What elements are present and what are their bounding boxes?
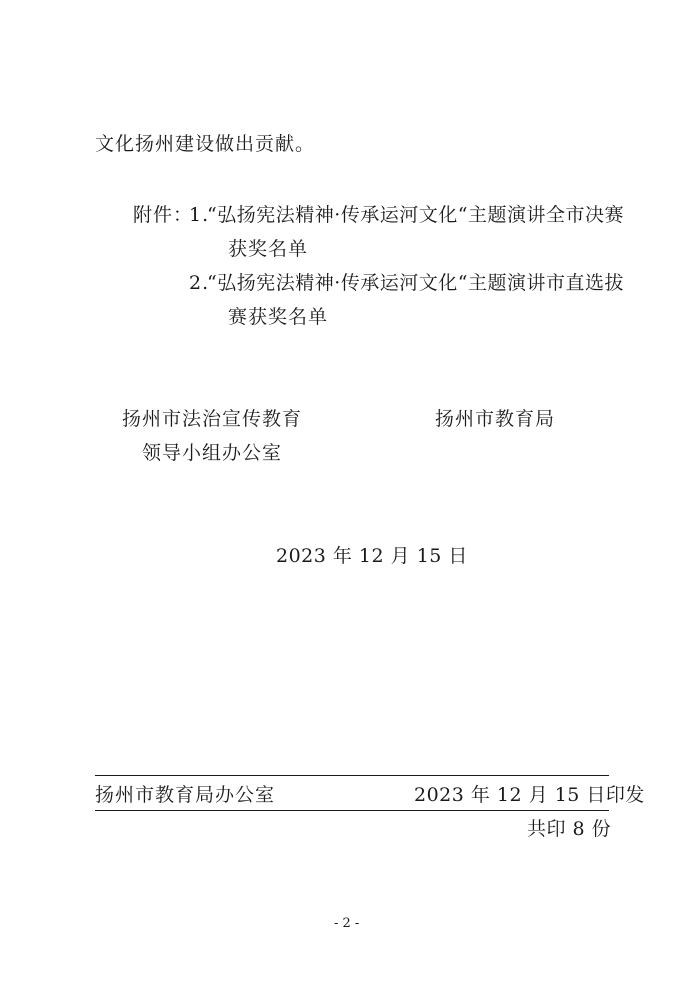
- attachment-2-number: 2.: [189, 272, 210, 294]
- footer-copies: 共印 8 份: [527, 818, 612, 840]
- signature-right: 扬州市教育局: [435, 408, 556, 430]
- issue-date: 2023 年 12 月 15 日: [276, 545, 468, 567]
- footer-issuer: 扬州市教育局办公室: [95, 784, 276, 806]
- page-number: - 2 -: [334, 916, 360, 931]
- signature-left-line1: 扬州市法治宣传教育: [122, 408, 303, 430]
- footer-rule-top: [95, 775, 609, 776]
- attachment-1-title-cont: 获奖名单: [228, 238, 309, 260]
- attachment-2-title-cont: 赛获奖名单: [228, 306, 329, 328]
- body-continuation: 文化扬州建设做出贡献。: [95, 133, 316, 155]
- attachment-1-number: 1.: [189, 204, 210, 226]
- footer-rule-bottom: [95, 810, 609, 811]
- attachment-2-title: “弘扬宪法精神·传承运河文化“主题演讲市直选拔: [207, 272, 624, 294]
- attachments-label: 附件：: [133, 204, 194, 226]
- signature-left-line2: 领导小组办公室: [142, 442, 283, 464]
- attachment-1-title: “弘扬宪法精神·传承运河文化“主题演讲全市决赛: [207, 204, 624, 226]
- footer-issue-date: 2023 年 12 月 15 日印发: [414, 784, 645, 806]
